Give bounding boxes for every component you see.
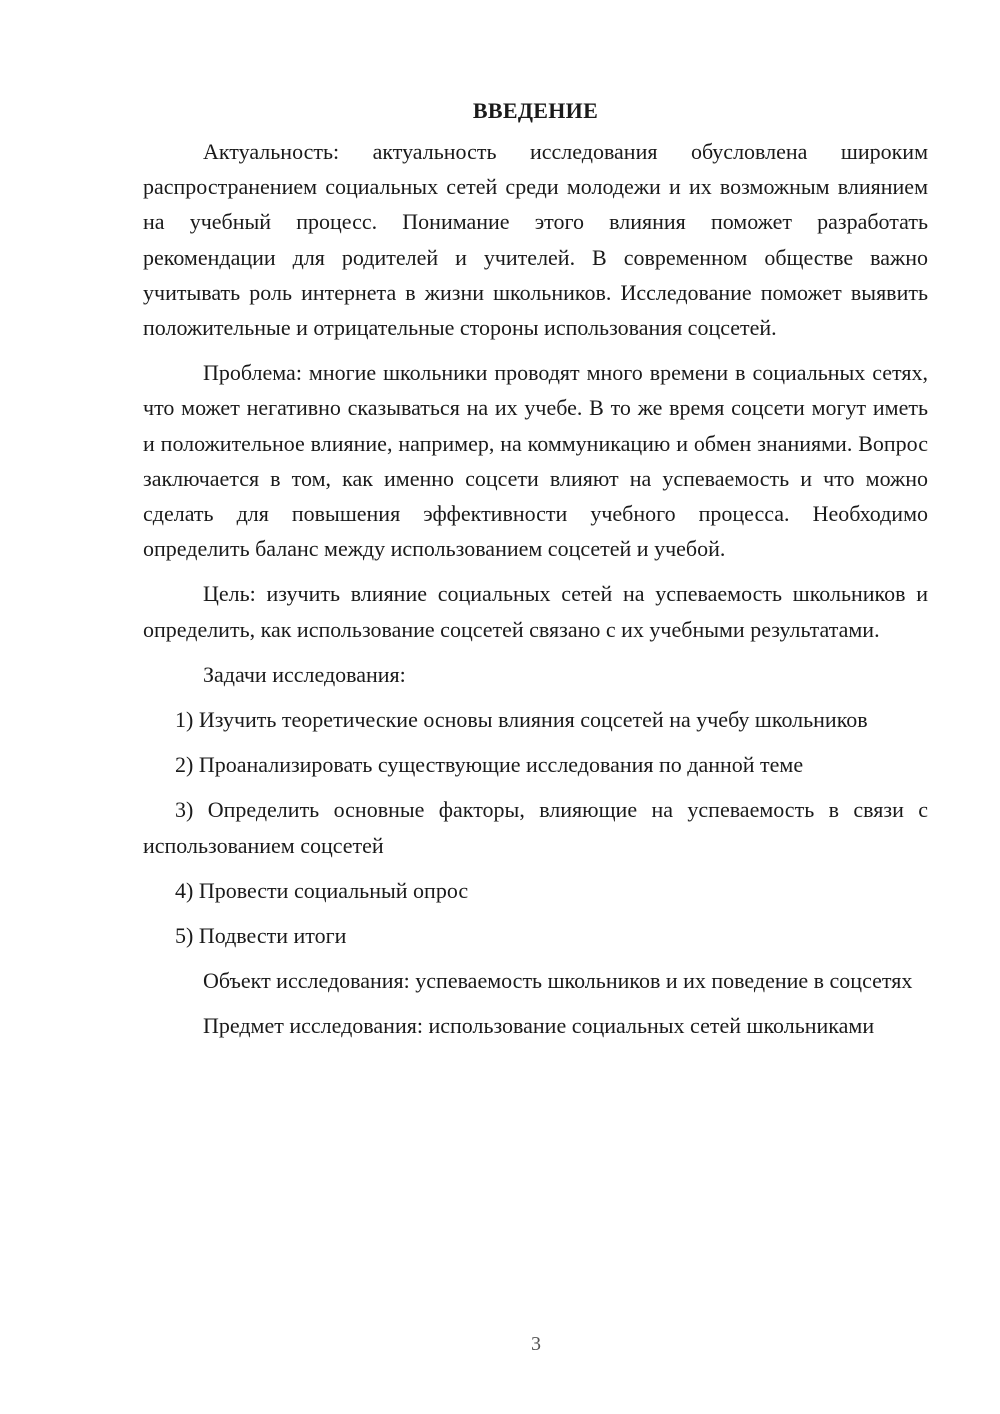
goal-paragraph: Цель: изучить влияние социальных сетей на успеваемость школьников и определить, как использование соцсетей связано с их учебными результатами. — [143, 581, 928, 642]
document-title: ВВЕДЕНИЕ — [472, 98, 599, 123]
task-item: 5) Подвести итоги — [175, 923, 347, 949]
task-item: 2) Проанализировать существующие исследования по данной теме — [175, 752, 804, 778]
page-number: 3 — [531, 1333, 541, 1355]
task-item: 3) Определить основные факторы, влияющие на успеваемость в связи с использованием соцсетей — [143, 797, 928, 858]
subject-paragraph: Предмет исследования: использование социальных сетей школьниками — [203, 1013, 875, 1039]
tasks-heading: Задачи исследования: — [203, 661, 406, 687]
relevance-paragraph: Актуальность: актуальность исследования обусловлена широким распространением социальных сетей среди молодежи и их возможным влиянием на учебный процесс. Понимание этого влияния поможет разработать рекомендации для родителей и учителей. В современном обществе важно учитывать роль интернета в жизни школьников. Исследование поможет выявить положительные и отрицательные стороны использования соцсетей. — [143, 139, 928, 341]
object-paragraph: Объект исследования: успеваемость школьников и их поведение в соцсетях — [203, 968, 913, 994]
tasks-list — [143, 702, 928, 953]
task-item: 4) Провести социальный опрос — [175, 877, 469, 903]
problem-paragraph: Проблема: многие школьники проводят много времени в социальных сетях, что может негативно сказываться на их учебе. В то же время соцсети могут иметь и положительное влияние, например, на коммуникацию и обмен знаниями. Вопрос заключается в том, как именно соцсети влияют на успеваемость и что можно сделать для повышения эффективности учебного процесса. Необходимо определить баланс между использованием соцсетей и учебой. — [143, 360, 928, 562]
task-item: 1) Изучить теоретические основы влияния соцсетей на учебу школьников — [175, 707, 868, 733]
document-page — [143, 96, 928, 1054]
